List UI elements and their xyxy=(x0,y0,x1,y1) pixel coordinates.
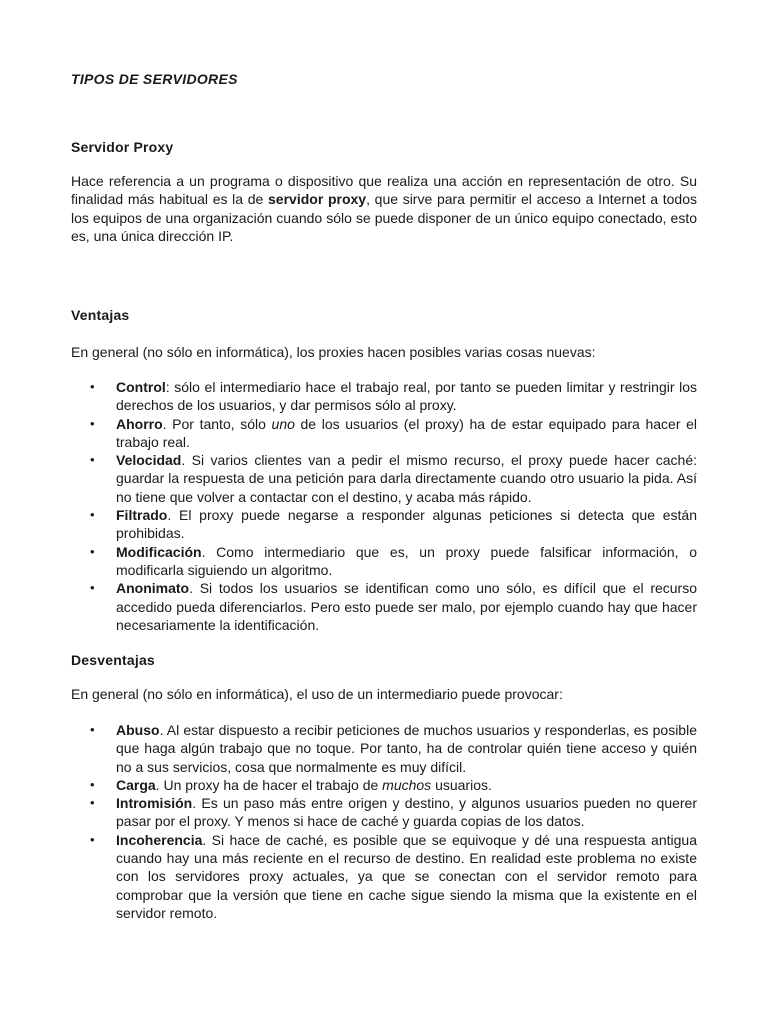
list-item xyxy=(71,579,697,634)
heading-servidor-proxy: Servidor Proxy xyxy=(71,139,174,155)
item-text: . Si todos los usuarios se identifican como uno sólo, es difícil que el recurso accedido pueda diferenciarlos. Pero esto puede ser malo, por ejemplo cuando hay que hacer necesariamente la identificación. xyxy=(116,580,697,633)
desventajas-intro: En general (no sólo en informática), el uso de un intermediario puede provocar: xyxy=(71,686,563,702)
item-term: Filtrado xyxy=(116,507,168,524)
item-term: Modificación xyxy=(116,543,202,560)
list-item xyxy=(71,451,697,506)
list-item xyxy=(71,776,697,794)
item-emphasis: uno xyxy=(271,415,295,432)
item-text-continued: de los usuarios (el proxy) ha de estar equipado para hacer el trabajo real. xyxy=(116,415,697,450)
item-text: . Es un paso más entre origen y destino, y algunos usuarios pueden no querer pasar por el proxy. Y menos si hace de caché y guarda copias de los datos. xyxy=(116,795,697,830)
item-text: . Como intermediario que es, un proxy puede falsificar información, o modificarla siguiendo un algoritmo. xyxy=(116,543,697,578)
list-item xyxy=(71,378,697,415)
item-term: Intromisión xyxy=(116,795,193,812)
list-item xyxy=(71,415,697,452)
item-text: . Si varios clientes van a pedir el mismo recurso, el proxy puede hacer caché: guardar la respuesta de una petición para darla directamente cuando otro usuario la pida. Así no tiene que volver a contactar con el destino, y acaba más rápido. xyxy=(116,452,697,505)
item-emphasis: muchos xyxy=(382,776,432,793)
list-item xyxy=(71,543,697,580)
item-term: Carga xyxy=(116,776,156,793)
item-term: Control xyxy=(116,379,166,395)
list-item xyxy=(71,831,697,922)
item-text: . Un proxy ha de hacer el trabajo de xyxy=(155,776,383,793)
item-text: . Si hace de caché, es posible que se equivoque y dé una respuesta antigua cuando hay una más reciente en el recurso de destino. En realidad este problema no existe con los servidores proxy actuales, ya que se conectan con el servidor remoto para comprobar que la versión que tiene en cache sigue siendo la misma que la existente en el servidor remoto. xyxy=(116,831,697,921)
proxy-text-bold: servidor proxy xyxy=(268,191,367,208)
item-term: Abuso xyxy=(116,722,160,738)
item-text-continued: usuarios. xyxy=(431,776,492,793)
heading-desventajas: Desventajas xyxy=(71,652,155,668)
document-title: TIPOS DE SERVIDORES xyxy=(71,71,238,87)
desventajas-list xyxy=(71,721,697,922)
item-term: Anonimato xyxy=(116,580,190,597)
list-item xyxy=(71,721,697,776)
item-term: Incoherencia xyxy=(116,831,203,848)
item-text: . El proxy puede negarse a responder algunas peticiones si detecta que están prohibidas. xyxy=(116,507,697,542)
proxy-text-start: Hace referencia a un programa o dispositivo que realiza una acción en representación de otro. Su finalidad más habitual es la de xyxy=(71,173,697,208)
list-item xyxy=(71,506,697,543)
heading-ventajas: Ventajas xyxy=(71,307,130,323)
list-item xyxy=(71,794,697,831)
item-text: . Al estar dispuesto a recibir peticiones de muchos usuarios y responderlas, es posible que haga algún trabajo que no toque. Por tanto, ha de controlar quién tiene acceso y quién no a sus servicios, cosa que normalmente es muy difícil. xyxy=(116,722,697,775)
item-term: Ahorro xyxy=(116,415,163,432)
paragraph-proxy-definition xyxy=(71,172,697,245)
ventajas-intro: En general (no sólo en informática), los proxies hacen posibles varias cosas nuevas: xyxy=(71,344,596,360)
ventajas-list xyxy=(71,378,697,634)
item-text: : sólo el intermediario hace el trabajo real, por tanto se pueden limitar y restringir los derechos de los usuarios, y dar permisos sólo al proxy. xyxy=(116,379,697,414)
item-text: . Por tanto, sólo xyxy=(162,415,272,432)
item-term: Velocidad xyxy=(116,452,182,469)
proxy-text-end: , que sirve para permitir el acceso a Internet a todos los equipos de una organización cuando sólo se puede disponer de un único equipo conectado, esto es, una única dirección IP. xyxy=(71,191,697,244)
